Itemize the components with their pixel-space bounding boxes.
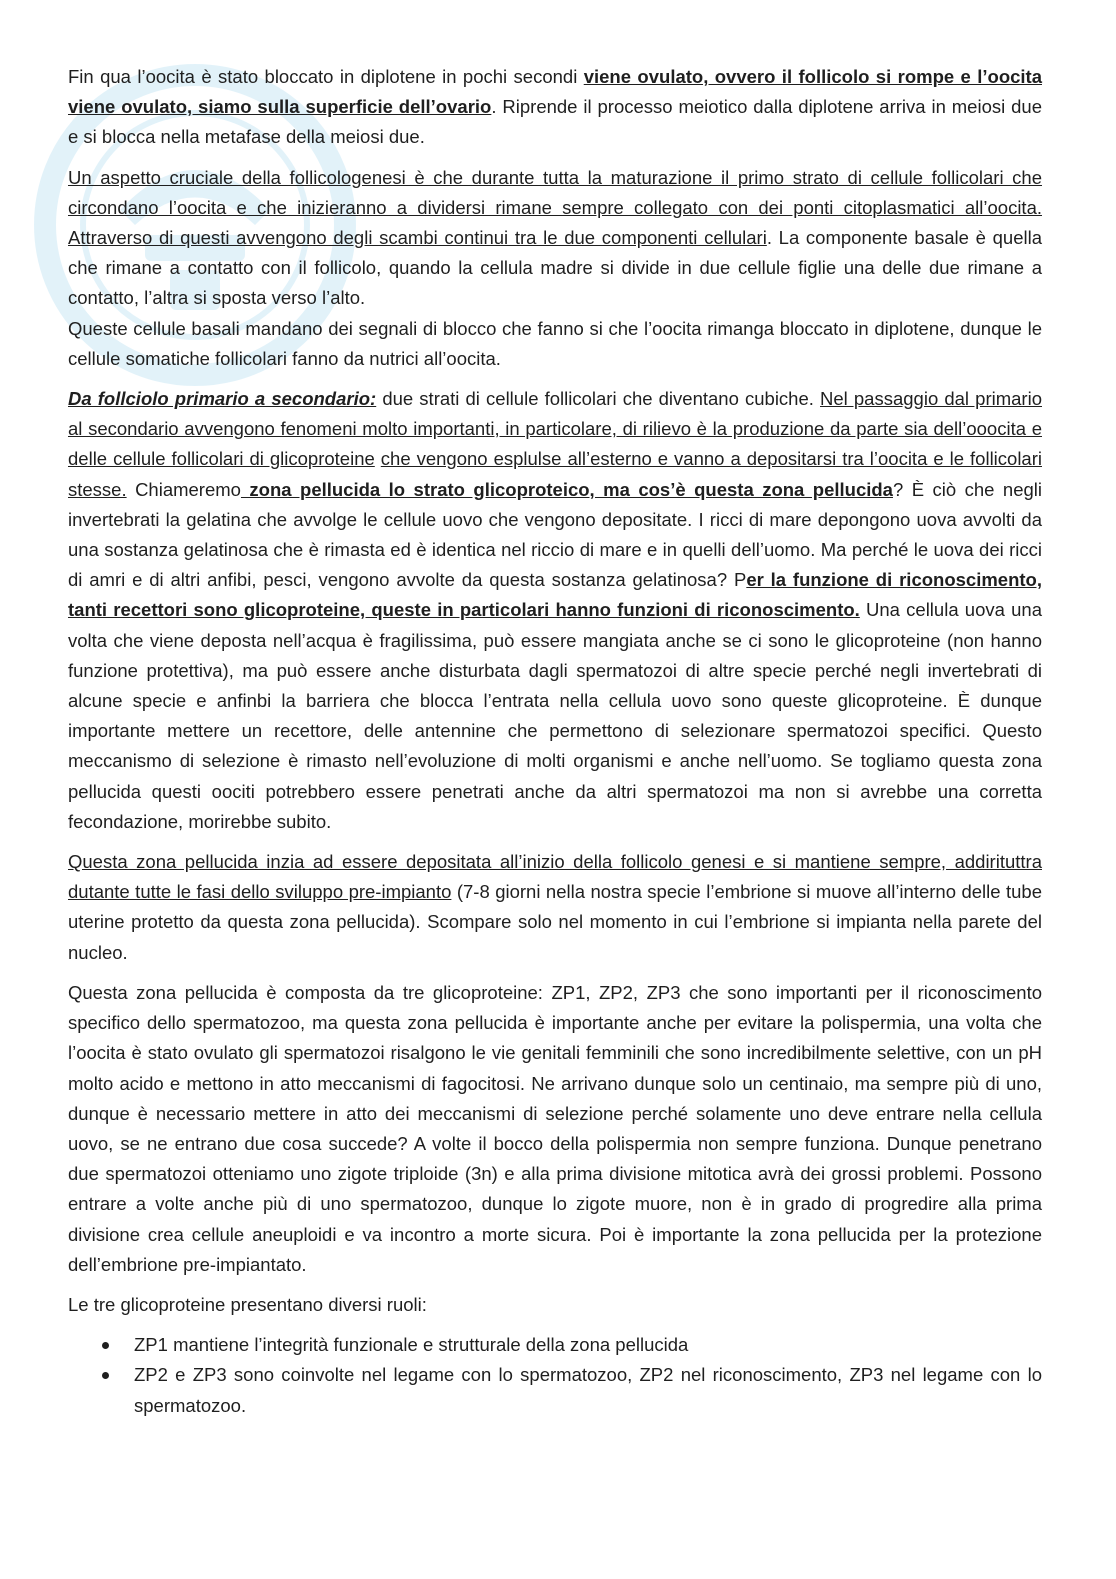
text-run: Chiameremo xyxy=(126,478,241,500)
bullet-item: ZP1 mantiene l’integrità funzionale e strutturale della zona pellucida xyxy=(68,1330,1042,1360)
text-run: Fin qua l’oocita è stato bloccato in diplotene in pochi secondi xyxy=(68,66,584,87)
paragraph-p7 xyxy=(68,1290,1042,1320)
text-run: Questa zona pellucida inzia ad essere depositata all’inizio della follicolo genesi e si mantiene sempre, addirituttra dutante tutte le fasi dello sviluppo pre-impianto xyxy=(68,851,1042,903)
text-run: (7-8 giorni nella nostra specie l’embrione si muove all’interno delle tube uterine protetto da questa zona pellucida). Scompare solo nel momento in cui l’embrione si impianta nella parete del nucleo. xyxy=(68,881,1042,963)
text-run: Un aspetto cruciale della follicologenesi è che durante tutta la maturazione il primo strato di cellule follicolari che circondano l’oocita e che inizieranno a dividersi rimane sempre collegato con dei ponti citoplasmatici all’oocita. Attraverso di questi avvengono degli scambi continui tra le due componenti cellulari xyxy=(68,166,1042,249)
text-run: . La componente basale è quella che rimane a contatto con il follicolo, quando la cellula madre si divide in due cellule figlie una delle due rimane a contatto, l’altra si sposta verso l’alto. xyxy=(68,227,1042,309)
text-run: Questa zona pellucida è composta da tre glicoproteine: ZP1, ZP2, ZP3 che sono importanti per il riconoscimento specifico dello spermatozoo, ma questa zona pellucida è importante anche per evitare la polispermia, una volta che l’oocita è stato ovulato gli spermatozoi risalgono le vie genitali femminili che sono incredibilmente selettive, con un pH molto acido e mettono in atto meccanismi di fagocitosi. Ne arrivano dunque solo un centinaio, ma sempre più di uno, dunque è necessario mettere in atto dei meccanismi di selezione perché solamente uno deve entrare nella cellula uovo, se ne entrano due cosa succede? A volte il bocco della polispermia non sempre funziona. Dunque penetrano due spermatozoi otteniamo uno zigote triploide (3n) e alla prima divisione mitotica avrà dei grossi problemi. Possono entrare a volte anche più di uno spermatozoo, dunque lo zigote muore, non è in grado di progredire alla prima divisione crea cellule aneuploidi e va incontro a morte sicura. Poi è importante la zona pellucida per la protezione dell’embrione pre-impiantato. xyxy=(68,981,1042,1275)
text-run: Una cellula uova una volta che viene deposta nell’acqua è fragilissima, può essere mangiata anche se ci sono le glicoproteine (non hanno funzione protettiva), ma può essere anche disturbata dagli spermatozoi di altre specie perché negli invertebrati di alcune specie e anfinbi la barriera che blocca l’entrata nella cellula uovo sono queste glicoproteine. È dunque importante mettere un recettore, delle antennine che permettono di selezionare spermatozoi specifici. Questo meccanismo di selezione è rimasto nell’evoluzione di molti organismi e anche nell’uomo. Se togliamo questa zona pellucida questi oociti potrebbero essere penetrati anche da altri spermatozoi ma non si avrebbe una corretta fecondazione, morirebbe subito. xyxy=(68,599,1042,832)
paragraph-p1 xyxy=(68,62,1042,153)
text-run: . Riprende il processo meiotico dalla diplotene arriva in meiosi due e si blocca nella metafase della meiosi due. xyxy=(68,96,1043,148)
paragraph-p4 xyxy=(68,384,1042,837)
paragraphs xyxy=(68,62,1042,1320)
text-run: Queste cellule basali mandano dei segnali di blocco che fanno si che l’oocita rimanga bloccato in diplotene, dunque le cellule somatiche follicolari fanno da nutrici all’oocita. xyxy=(68,317,1042,369)
text-run: viene ovulato, ovvero il follicolo si rompe e l’oocita viene ovulato, siamo sulla superficie dell’ovario xyxy=(68,66,1042,118)
paragraph-p5 xyxy=(68,847,1042,968)
bullet-item: ZP2 e ZP3 sono coinvolte nel legame con lo spermatozoo, ZP2 nel riconoscimento, ZP3 nel legame con lo spermatozoo. xyxy=(68,1360,1042,1420)
document-page xyxy=(68,62,1042,1421)
text-run: er la funzione di riconoscimento, tanti recettori sono glicoproteine, queste in particolari hanno funzioni di riconoscimento. xyxy=(68,569,1042,621)
text-run: Nel passaggio dal primario al secondario avvengono fenomeni molto importanti, in particolare, di rilievo è la produzione da parte sia dell’ooocita e delle cellule follicolari di glicoproteine xyxy=(68,388,1042,470)
paragraph-p6 xyxy=(68,978,1042,1280)
text-run: Da follciolo primario a secondario: xyxy=(68,388,377,410)
text-run: Le tre glicoproteine presentano diversi ruoli: xyxy=(68,1293,427,1315)
text-run: zona pellucida lo strato glicoproteico, ma cos’è questa zona pellucida xyxy=(240,478,893,500)
paragraph-p3 xyxy=(68,314,1042,374)
bullet-list xyxy=(68,1330,1042,1421)
text-run: che vengono esplulse all’esterno e vanno a depositarsi tra l’oocita e le follicolari stesse. xyxy=(68,448,1042,500)
text-run: due strati di cellule follicolari che diventano cubiche. xyxy=(376,388,821,410)
paragraph-p2 xyxy=(68,163,1042,314)
text-run: ? È ciò che negli invertebrati la gelatina che avvolge le cellule uovo che vengono depositate. I ricci di mare depongono uova avvolti da una sostanza gelatinosa che è rimasta ed è identica nel riccio di mare e in quelli dell’uomo. Ma perché le uova dei ricci di amri e di altri anfibi, pesci, vengono avvolte da questa sostanza gelatinosa? P xyxy=(68,478,1042,591)
